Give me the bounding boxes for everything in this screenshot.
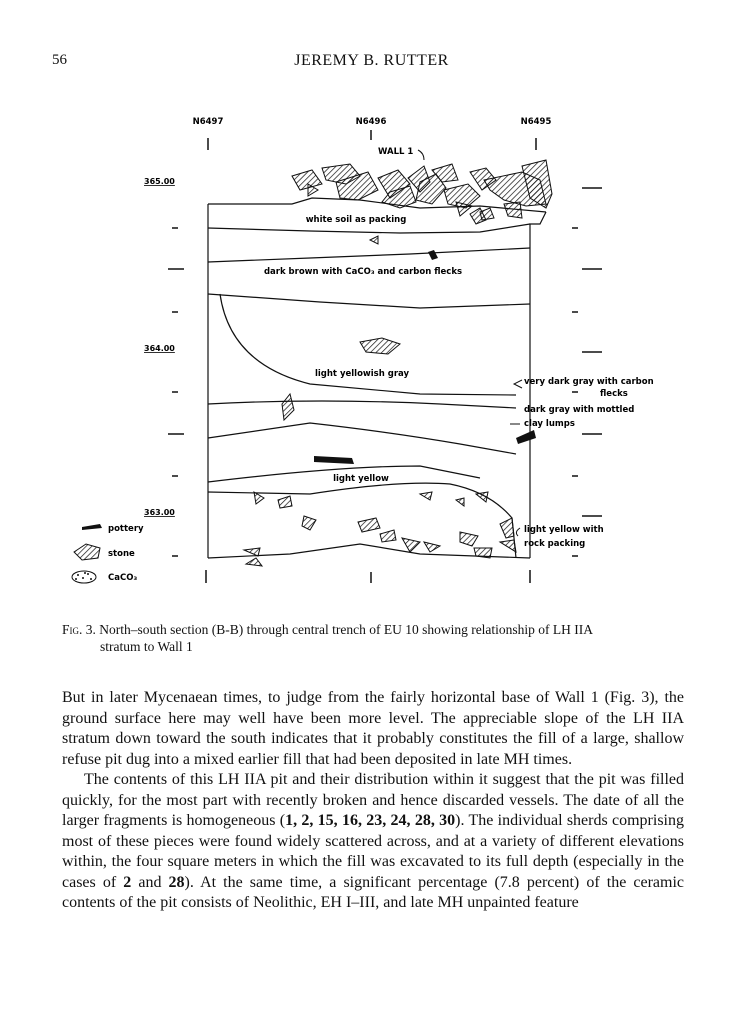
body-text [62, 688, 684, 914]
catalog-number-2: 2 [123, 873, 132, 891]
grid-label-n6497: N6497 [192, 117, 224, 127]
paragraph-2 [62, 770, 684, 914]
legend-caco3-dots [75, 572, 92, 580]
pottery-sherds [314, 250, 536, 464]
left-scale [168, 228, 184, 556]
caption-line-2: stratum to Wall 1 [100, 639, 193, 654]
caption-line-1: North–south section (B-B) through central trench of EU 10 showing relationship of LH IIA [99, 622, 594, 637]
legend [72, 524, 144, 583]
section-drawing [60, 108, 700, 598]
layer-label-dark-brown: dark brown with CaCO₃ and carbon flecks [263, 267, 463, 277]
section-drawing-svg [60, 108, 700, 598]
elevation-label-363: 363.00 [144, 508, 175, 517]
page-header [52, 52, 691, 72]
side-note-rock-packing: rock packing [524, 539, 586, 549]
side-note-flecks: flecks [600, 389, 628, 399]
wall-stones [292, 160, 552, 220]
caption-fig-number: Fig. 3. [62, 622, 96, 637]
right-scale [572, 188, 602, 556]
paragraph-2-part-e: and [131, 873, 169, 891]
catalog-numbers: 1, 2, 15, 16, 23, 24, 28, 30 [285, 812, 456, 829]
running-head: JEREMY B. RUTTER [294, 52, 449, 69]
paragraph-2-part-a: The contents of this LH IIA pit and their distribution within it suggest that the pit was filled quickly, for the most part with recently broken and hence discarded vessels. The date of all the larger fragments is homogeneous ( [62, 771, 684, 829]
paragraph-1: But in later Mycenaean times, to judge from the fairly horizontal base of Wall 1 (Fig. 3), the ground surface here may well have been more level. The appreciable slope of the LH IIA stratum down toward the south indicates that it probably constitutes the fill of a large, shallow refuse pit dug into a mixed earlier fill that had been deposited in late MH times. [62, 689, 684, 768]
section-stones [244, 208, 516, 566]
paragraph-2-part-g: ). At the same time, a significant percentage (7.8 percent) of the ceramic contents of the pit consists of Neolithic, EH I–III, and late MH unpainted feature [62, 873, 685, 911]
paragraph-2-part-c: ). The individual sherds comprising most of these pieces were found widely scattered across, and at a variety of different elevations within, the four square meters in which the fill was excavated to its full depth (especially in the cases of [62, 812, 684, 891]
legend-caco3-swatch [72, 571, 96, 583]
legend-caco3-label: CaCO₃ [108, 573, 138, 583]
legend-pottery-swatch [82, 524, 102, 530]
elevation-label-365: 365.00 [144, 177, 175, 186]
layer-label-light-yellow: light yellow [333, 474, 389, 484]
catalog-number-28: 28 [168, 873, 185, 891]
page-number: 56 [52, 52, 67, 68]
wall-label: WALL 1 [378, 147, 414, 157]
figure-caption [62, 621, 682, 655]
layer-label-light-yellowish-gray: light yellowish gray [314, 369, 410, 379]
side-note-clay-lumps: clay lumps [524, 419, 575, 429]
layer-label-white-soil: white soil as packing [305, 215, 407, 225]
legend-stone-swatch [74, 544, 100, 560]
legend-pottery-label: pottery [108, 524, 144, 534]
side-note-dark-gray: dark gray with mottled [524, 405, 635, 415]
side-note-very-dark-gray: very dark gray with carbon [524, 377, 654, 387]
wall-label-pointer [418, 150, 424, 160]
side-notes [524, 377, 654, 549]
grid-label-n6495: N6495 [520, 117, 552, 127]
grid-label-n6496: N6496 [355, 117, 387, 127]
elevation-label-364: 364.00 [144, 344, 175, 353]
side-note-pointers [510, 380, 522, 536]
side-note-light-yellow: light yellow with [524, 525, 604, 535]
legend-stone-label: stone [108, 549, 135, 559]
